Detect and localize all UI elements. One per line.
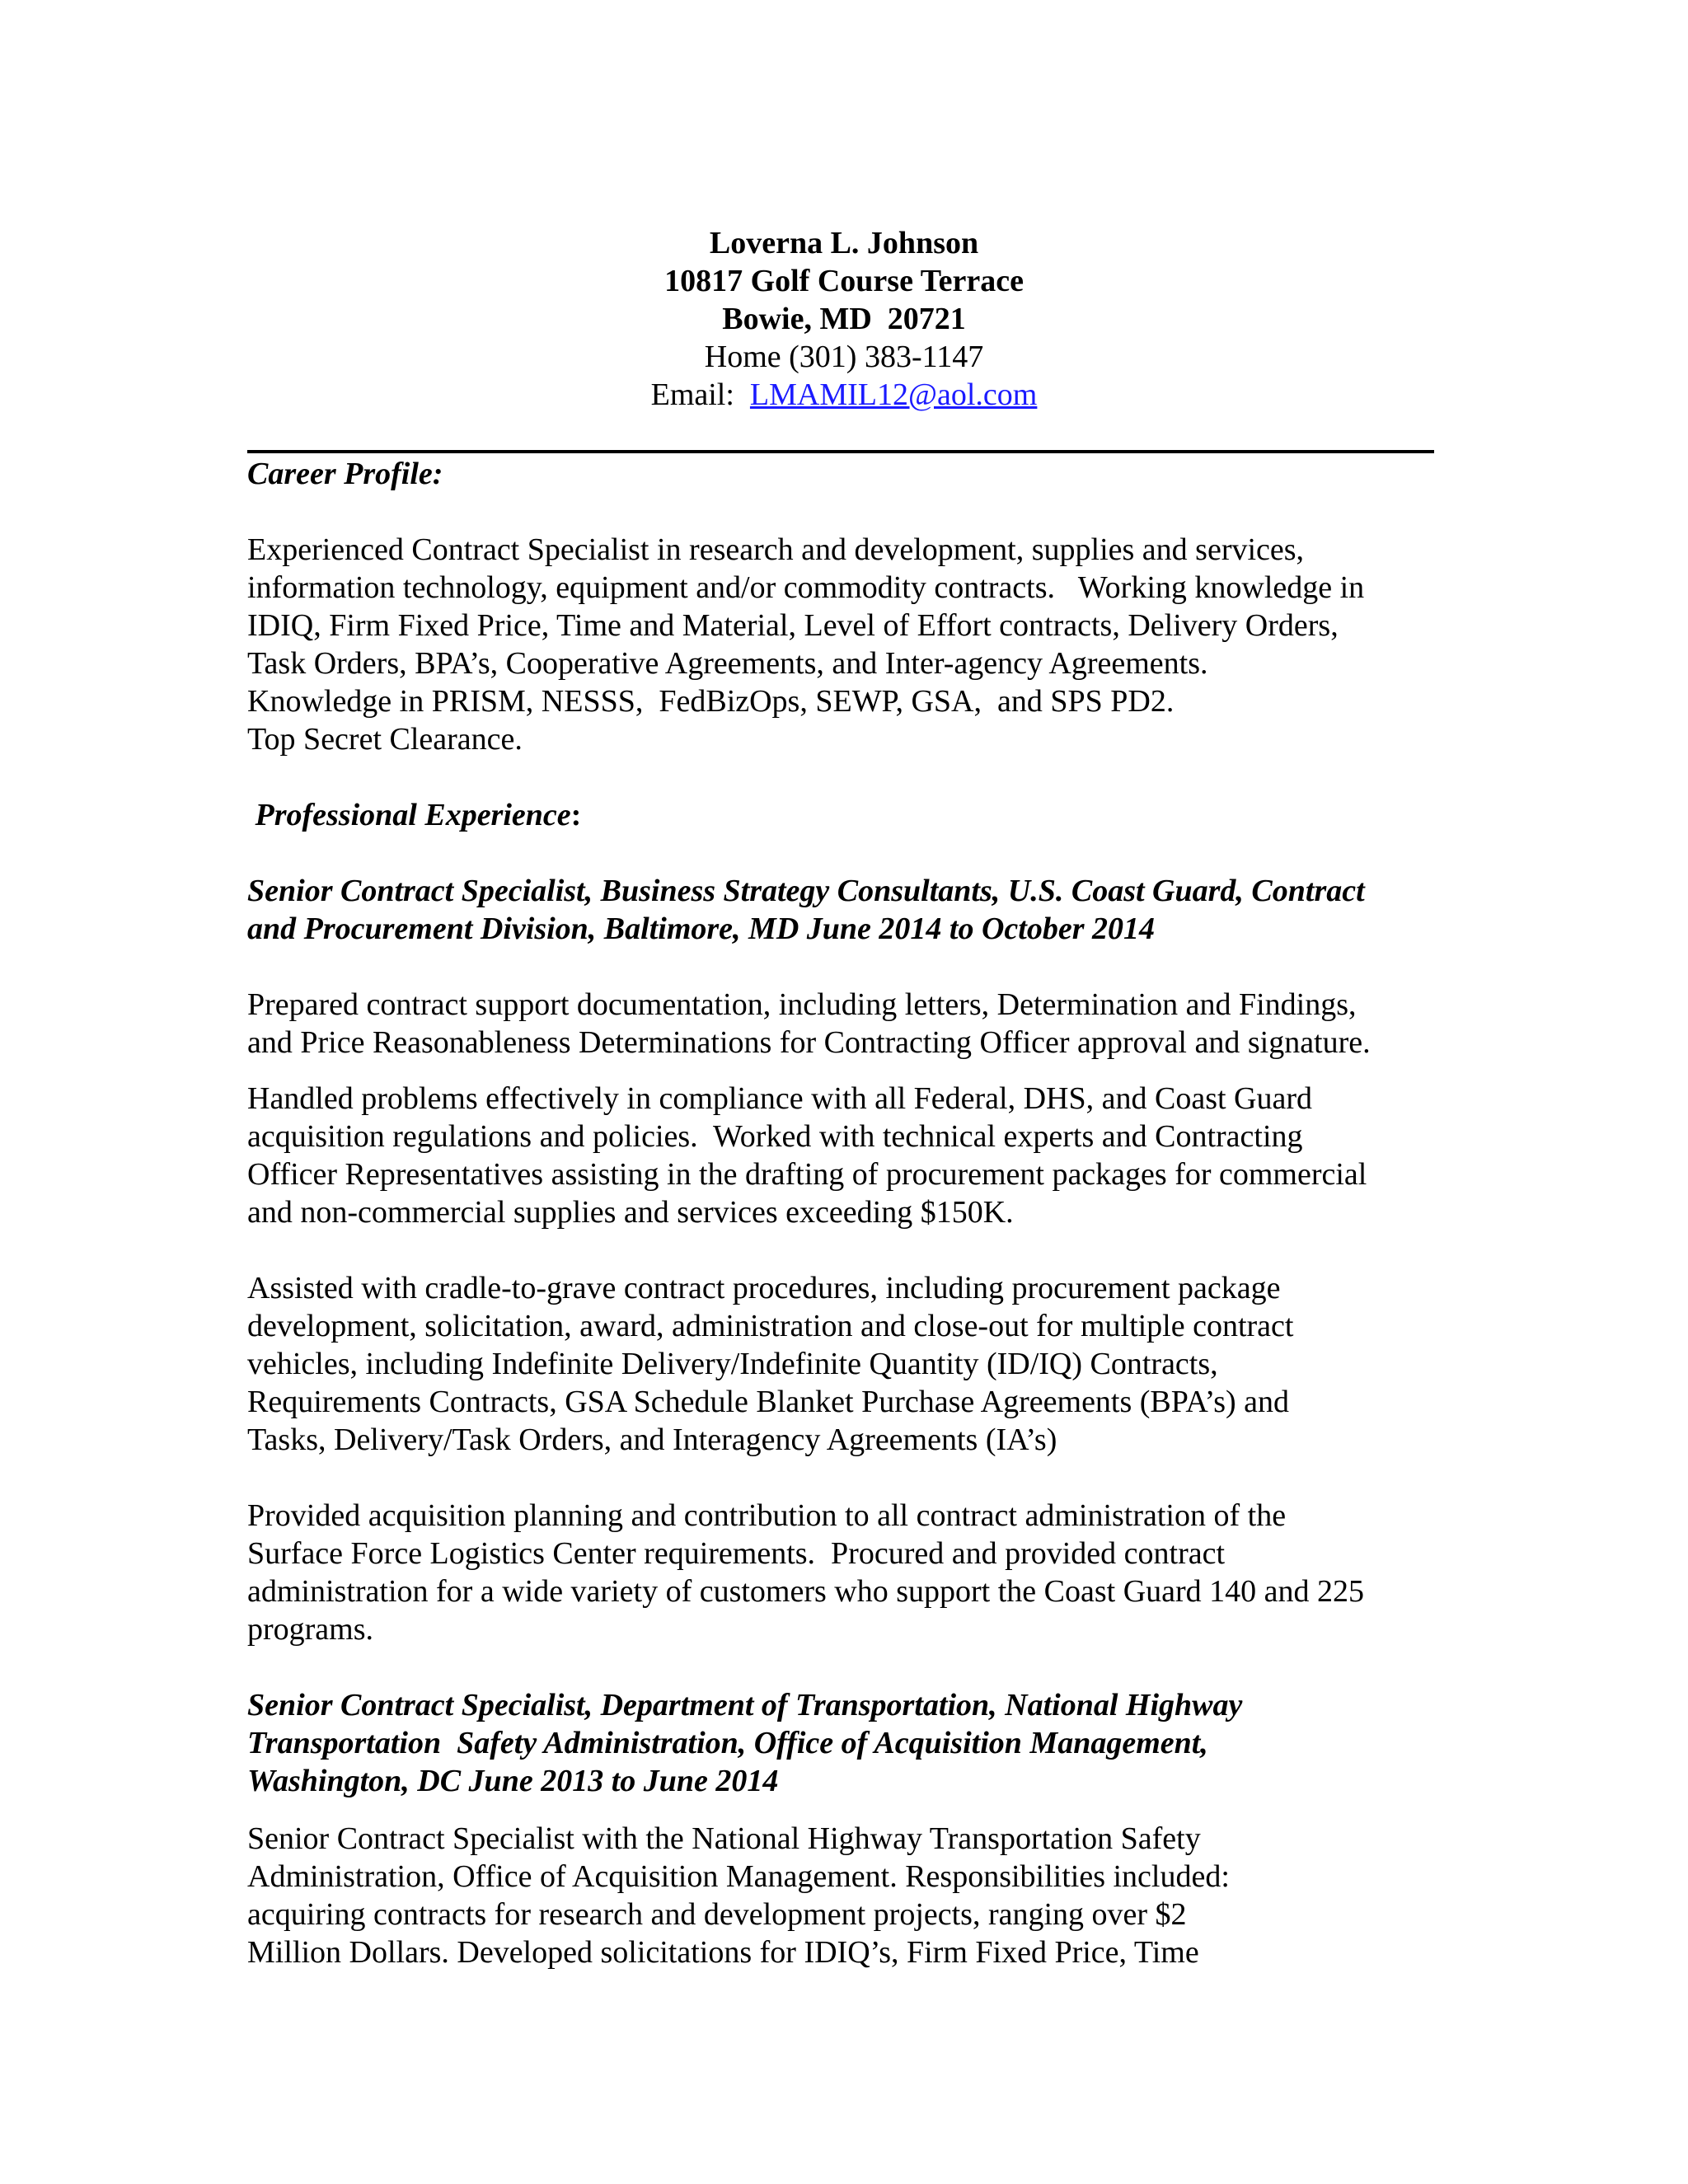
- job-paragraph-line: programs.: [247, 1612, 374, 1647]
- job-1-paragraph-2: [247, 1080, 1451, 1231]
- job-paragraph-line: Handled problems effectively in compliance with all Federal, DHS, and Coast Guard: [247, 1081, 1312, 1116]
- header-divider: [247, 450, 1434, 453]
- job-2-title: [247, 1686, 1451, 1800]
- home-phone: Home (301) 383-1147: [704, 340, 984, 374]
- job-2-paragraph-1: [247, 1820, 1451, 1971]
- email-link[interactable]: LMAMIL12@aol.com: [749, 377, 1038, 412]
- career-profile-line: Top Secret Clearance.: [247, 722, 523, 757]
- job-paragraph-line: Requirements Contracts, GSA Schedule Blanket Purchase Agreements (BPA’s) and: [247, 1385, 1290, 1419]
- career-profile-line: IDIQ, Firm Fixed Price, Time and Material, Level of Effort contracts, Delivery Orders,: [247, 608, 1339, 643]
- career-profile-heading: Career Profile:: [247, 457, 443, 491]
- job-paragraph-line: and non-commercial supplies and services exceeding $150K.: [247, 1195, 1014, 1230]
- job-paragraph-line: Administration, Office of Acquisition Management. Responsibilities included:: [247, 1859, 1230, 1894]
- career-profile-line: Experienced Contract Specialist in research and development, supplies and services,: [247, 532, 1305, 567]
- job-paragraph-line: Assisted with cradle-to-grave contract procedures, including procurement package: [247, 1271, 1281, 1305]
- professional-experience-heading-block: [247, 796, 1451, 834]
- job-1-title: [247, 872, 1451, 948]
- job-paragraph-line: Tasks, Delivery/Task Orders, and Interagency Agreements (IA’s): [247, 1422, 1057, 1457]
- job-paragraph-line: development, solicitation, award, administration and close-out for multiple contract: [247, 1309, 1294, 1343]
- job-title-line: and Procurement Division, Baltimore, MD June 2014 to October 2014: [247, 912, 1155, 946]
- contact-header: [0, 224, 1688, 414]
- address-line-2: Bowie, MD 20721: [722, 302, 966, 336]
- professional-experience-title: Professional Experience: [247, 798, 571, 832]
- job-paragraph-line: Million Dollars. Developed solicitations for IDIQ’s, Firm Fixed Price, Time: [247, 1935, 1199, 1970]
- job-paragraph-line: administration for a wide variety of customers who support the Coast Guard 140 and 225: [247, 1574, 1365, 1609]
- career-profile-line: Task Orders, BPA’s, Cooperative Agreements, and Inter-agency Agreements.: [247, 646, 1208, 681]
- career-profile-line: Knowledge in PRISM, NESSS, FedBizOps, SEWP, GSA, and SPS PD2.: [247, 684, 1175, 719]
- career-profile-line: information technology, equipment and/or commodity contracts. Working knowledge in: [247, 570, 1365, 605]
- job-paragraph-line: acquiring contracts for research and development projects, ranging over $2: [247, 1897, 1187, 1932]
- job-1-paragraph-4: [247, 1497, 1451, 1648]
- job-title-line: Washington, DC June 2013 to June 2014: [247, 1764, 779, 1798]
- career-profile-heading-block: [247, 455, 1451, 493]
- job-paragraph-line: Surface Force Logistics Center requirements. Procured and provided contract: [247, 1536, 1226, 1571]
- email-line: [0, 376, 1688, 414]
- professional-experience-colon: :: [570, 798, 582, 832]
- email-label: Email:: [650, 377, 750, 412]
- job-1-paragraph-1: [247, 986, 1451, 1062]
- job-paragraph-line: Prepared contract support documentation, including letters, Determination and Findings,: [247, 987, 1357, 1022]
- job-paragraph-line: vehicles, including Indefinite Delivery/Indefinite Quantity (ID/IQ) Contracts,: [247, 1347, 1218, 1381]
- job-paragraph-line: Officer Representatives assisting in the drafting of procurement packages for commercial: [247, 1157, 1367, 1192]
- job-title-line: Senior Contract Specialist, Department of Transportation, National Highway: [247, 1688, 1243, 1722]
- job-paragraph-line: Provided acquisition planning and contribution to all contract administration of the: [247, 1498, 1287, 1533]
- job-paragraph-line: acquisition regulations and policies. Worked with technical experts and Contracting: [247, 1119, 1303, 1154]
- job-1-paragraph-3: [247, 1269, 1451, 1459]
- job-paragraph-line: Senior Contract Specialist with the National Highway Transportation Safety: [247, 1821, 1201, 1856]
- job-title-line: Transportation Safety Administration, Office of Acquisition Management,: [247, 1726, 1208, 1760]
- professional-experience-heading: [247, 796, 1451, 834]
- address-line-1: 10817 Golf Course Terrace: [664, 264, 1024, 298]
- applicant-name: Loverna L. Johnson: [709, 226, 979, 260]
- job-paragraph-line: and Price Reasonableness Determinations for Contracting Officer approval and signature.: [247, 1025, 1371, 1060]
- job-title-line: Senior Contract Specialist, Business Strategy Consultants, U.S. Coast Guard, Contract: [247, 874, 1365, 908]
- career-profile-body: [247, 531, 1451, 758]
